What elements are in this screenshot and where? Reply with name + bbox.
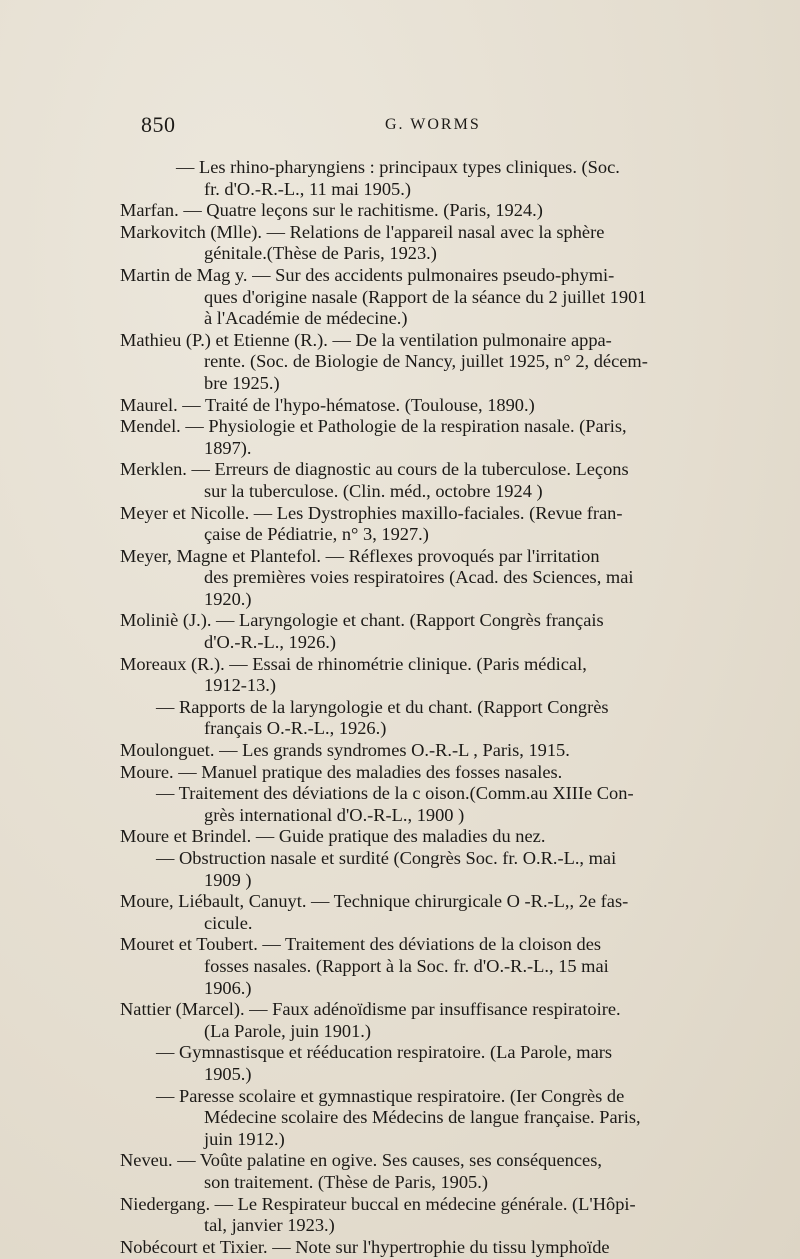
bibliography-entry bbox=[0, 157, 800, 200]
entry-line: tal, janvier 1923.) bbox=[204, 1215, 335, 1236]
bibliography-entry bbox=[0, 826, 800, 848]
entry-line: d'O.-R.-L., 1926.) bbox=[204, 632, 337, 653]
entry-line: Mendel. — Physiologie et Pathologie de la respiration nasale. (Paris, bbox=[120, 416, 627, 437]
entry-line: rente. (Soc. de Biologie de Nancy, juillet 1925, n° 2, décem- bbox=[204, 351, 648, 372]
entry-line: génitale.(Thèse de Paris, 1923.) bbox=[204, 243, 437, 264]
entry-line: Nobécourt et Tixier. — Note sur l'hypertrophie du tissu lymphoïde bbox=[120, 1236, 610, 1257]
entry-line: Moure, Liébault, Canuyt. — Technique chirurgicale O -R.-L,, 2e fas- bbox=[120, 891, 629, 912]
entry-line: Moreaux (R.). — Essai de rhinométrie clinique. (Paris médical, bbox=[120, 653, 587, 674]
entry-line: 1906.) bbox=[204, 977, 252, 998]
bibliography-entry bbox=[0, 1150, 800, 1193]
bibliography-entry bbox=[0, 222, 800, 265]
entry-line: Markovitch (Mlle). — Relations de l'appareil nasal avec la sphère bbox=[120, 221, 605, 242]
bibliography-entry bbox=[0, 503, 800, 546]
bibliography-entry bbox=[0, 265, 800, 330]
entry-line: 1912-13.) bbox=[204, 675, 277, 696]
bibliography-entry bbox=[0, 891, 800, 934]
bibliography-entry bbox=[0, 654, 800, 697]
entry-line: Marfan. — Quatre leçons sur le rachitisme. (Paris, 1924.) bbox=[120, 200, 543, 221]
entry-line: grès international d'O.-R-L., 1900 ) bbox=[204, 804, 465, 825]
entry-line: cicule. bbox=[204, 912, 253, 933]
entry-line: — Les rhino-pharyngiens : principaux types cliniques. (Soc. bbox=[176, 157, 620, 177]
bibliography-entry bbox=[0, 610, 800, 653]
bibliography-entry bbox=[0, 459, 800, 502]
entry-line: ques d'origine nasale (Rapport de la séance du 2 juillet 1901 bbox=[204, 286, 647, 307]
bibliography-entry bbox=[0, 200, 800, 222]
entry-line: Moure. — Manuel pratique des maladies des fosses nasales. bbox=[120, 761, 563, 782]
entry-line: sur la tuberculose. (Clin. méd., octobre 1924 ) bbox=[204, 480, 543, 501]
bibliography-entry bbox=[0, 1042, 800, 1085]
entry-line: Niedergang. — Le Respirateur buccal en médecine générale. (L'Hôpi- bbox=[120, 1193, 636, 1214]
entry-line: juin 1912.) bbox=[204, 1128, 285, 1149]
entry-line: (La Parole, juin 1901.) bbox=[204, 1020, 372, 1041]
entry-line: 1905.) bbox=[204, 1063, 252, 1084]
bibliography-entry bbox=[0, 416, 800, 459]
entry-line: — Rapports de la laryngologie et du chant. (Rapport Congrès bbox=[156, 696, 609, 717]
bibliography-entry bbox=[0, 1086, 800, 1151]
bibliography-entry bbox=[0, 1194, 800, 1237]
entry-line: — Obstruction nasale et surdité (Congrès Soc. fr. O.R.-L., mai bbox=[156, 848, 617, 868]
page-header bbox=[0, 112, 800, 142]
bibliography-entry bbox=[0, 330, 800, 395]
page-number: 850 bbox=[141, 112, 176, 137]
bibliography-entry bbox=[0, 546, 800, 611]
entry-line: Mouret et Toubert. — Traitement des déviations de la cloison des bbox=[120, 934, 602, 955]
entry-line: Maurel. — Traité de l'hypo-hématose. (Toulouse, 1890.) bbox=[120, 394, 535, 415]
entry-line: Moulonguet. — Les grands syndromes O.-R.-L , Paris, 1915. bbox=[120, 740, 570, 761]
bibliography-entry bbox=[0, 697, 800, 740]
entry-line: — Traitement des déviations de la c oison.(Comm.au XIIIe Con- bbox=[156, 783, 634, 804]
entry-line: français O.-R.-L., 1926.) bbox=[204, 718, 387, 739]
bibliography-entry bbox=[0, 740, 800, 762]
entry-line: Moliniè (J.). — Laryngologie et chant. (Rapport Congrès français bbox=[120, 610, 604, 631]
bibliography-entry bbox=[0, 783, 800, 826]
entry-line: 1897). bbox=[204, 437, 252, 458]
entry-line: çaise de Pédiatrie, n° 3, 1927.) bbox=[204, 524, 429, 545]
entry-line: 1909 ) bbox=[204, 869, 252, 890]
entry-line: bre 1925.) bbox=[204, 372, 280, 393]
entry-line: — Gymnastisque et rééducation respiratoire. (La Parole, mars bbox=[156, 1042, 613, 1063]
bibliography-list bbox=[0, 157, 800, 1258]
bibliography-entry bbox=[0, 395, 800, 417]
bibliography-entry bbox=[0, 762, 800, 784]
running-head: G. WORMS bbox=[385, 116, 481, 133]
bibliography-entry bbox=[0, 934, 800, 999]
entry-line: Merklen. — Erreurs de diagnostic au cours de la tuberculose. Leçons bbox=[120, 459, 629, 480]
entry-line: Meyer, Magne et Plantefol. — Réflexes provoqués par l'irritation bbox=[120, 545, 600, 566]
entry-line: à l'Académie de médecine.) bbox=[204, 308, 408, 329]
entry-line: Moure et Brindel. — Guide pratique des maladies du nez. bbox=[120, 826, 546, 847]
entry-line: Martin de Mag y. — Sur des accidents pulmonaires pseudo-phymi- bbox=[120, 264, 615, 285]
entry-line: des premières voies respiratoires (Acad. des Sciences, mai bbox=[204, 567, 634, 588]
entry-line: 1920.) bbox=[204, 588, 252, 609]
bibliography-entry bbox=[0, 999, 800, 1042]
entry-line: fr. d'O.-R.-L., 11 mai 1905.) bbox=[204, 178, 411, 199]
bibliography-entry bbox=[0, 1237, 800, 1259]
entry-line: — Paresse scolaire et gymnastique respiratoire. (Ier Congrès de bbox=[156, 1085, 625, 1106]
entry-line: fosses nasales. (Rapport à la Soc. fr. d'O.-R.-L., 15 mai bbox=[204, 955, 609, 976]
bibliography-entry bbox=[0, 848, 800, 891]
entry-line: Neveu. — Voûte palatine en ogive. Ses causes, ses conséquences, bbox=[120, 1150, 602, 1171]
entry-line: Nattier (Marcel). — Faux adénoïdisme par insuffisance respiratoire. bbox=[120, 999, 621, 1020]
entry-line: Mathieu (P.) et Etienne (R.). — De la ventilation pulmonaire appa- bbox=[120, 329, 612, 350]
entry-line: son traitement. (Thèse de Paris, 1905.) bbox=[204, 1171, 488, 1192]
entry-line: Médecine scolaire des Médecins de langue française. Paris, bbox=[204, 1107, 641, 1128]
entry-line: Meyer et Nicolle. — Les Dystrophies maxillo-faciales. (Revue fran- bbox=[120, 502, 623, 523]
